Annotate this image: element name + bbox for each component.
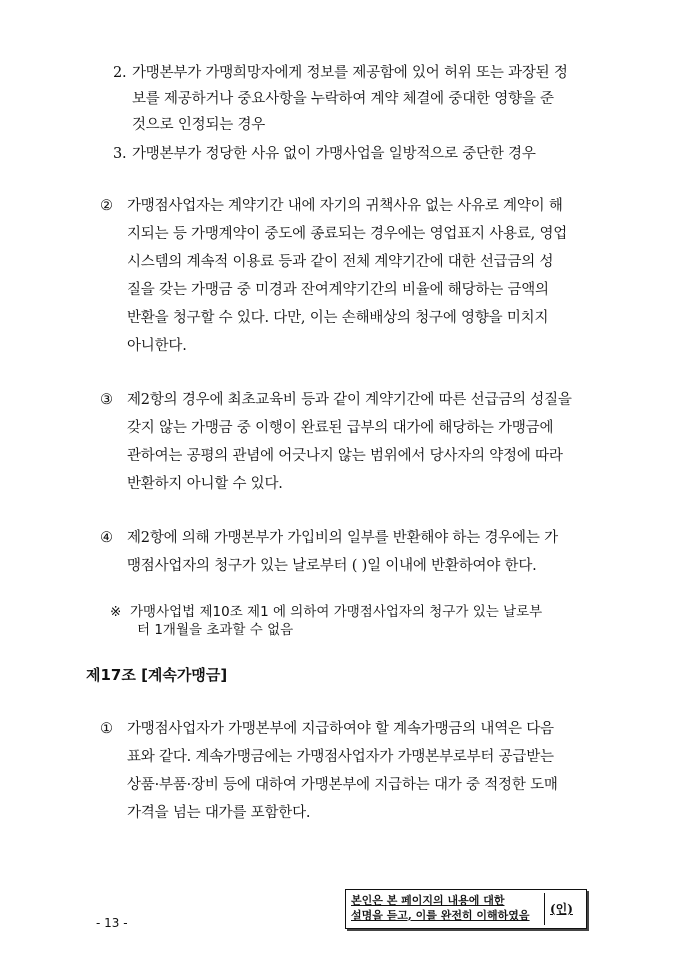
- paragraph-2-line: 가맹점사업자는 계약기간 내에 자기의 귀책사유 없는 사유로 계약이 해: [127, 198, 563, 214]
- paragraph-4-marker: ④: [100, 530, 113, 546]
- paragraph-4-line: 제2항에 의해 가맹본부가 가입비의 일부를 반환해야 하는 경우에는 가: [127, 530, 558, 546]
- paragraph-3-line: 관하여는 공평의 관념에 어긋나지 않는 범위에서 당사자의 약정에 따라: [127, 448, 563, 464]
- article-17-paragraph-1-line: 상품·부품·장비 등에 대하여 가맹본부에 지급하는 대가 중 적정한 도매: [127, 777, 558, 793]
- paragraph-3-marker: ③: [100, 392, 113, 408]
- paragraph-4-line: 맹점사업자의 청구가 있는 날로부터 ( )일 이내에 반환하여야 한다.: [127, 558, 537, 574]
- note-line-2: 터 1개월을 초과할 수 없음: [137, 622, 294, 638]
- paragraph-2-line: 반환을 청구할 수 있다. 다만, 이는 손해배상의 청구에 영향을 미치지: [127, 310, 549, 326]
- list-item-2-line-2: 보를 제공하거나 중요사항을 누락하여 계약 체결에 중대한 영향을 준: [132, 90, 554, 107]
- list-item-2-line-1: 가맹본부가 가맹희망자에게 정보를 제공함에 있어 허위 또는 과장된 정: [132, 65, 568, 81]
- note-line-1: 가맹사업법 제10조 제1 에 의하여 가맹점사업자의 청구가 있는 날로부: [130, 604, 543, 620]
- article-17-heading: 제17조 [계속가맹금]: [86, 666, 228, 684]
- list-item-2-line-3: 것으로 인정되는 경우: [132, 116, 266, 133]
- paragraph-3-line: 제2항의 경우에 최초교육비 등과 같이 계약기간에 따른 선급금의 성질을: [127, 392, 572, 408]
- list-item-3-line-1: 가맹본부가 정당한 사유 없이 가맹사업을 일방적으로 중단한 경우: [132, 146, 536, 162]
- article-17-paragraph-1-marker: ①: [100, 721, 113, 737]
- paragraph-2-line: 질을 갖는 가맹금 중 미경과 잔여계약기간의 비율에 해당하는 금액의: [127, 282, 549, 298]
- paragraph-3-line: 반환하지 아니할 수 있다.: [127, 476, 283, 492]
- paragraph-2-line: 아니한다.: [127, 338, 187, 354]
- confirmation-line-2: 설명을 듣고, 이를 완전히 이해하였음: [351, 909, 530, 922]
- paragraph-2-line: 시스템의 계속적 이용료 등과 같이 전체 계약기간에 대한 선급금의 성: [127, 254, 554, 270]
- paragraph-3-line: 갖지 않는 가맹금 중 이행이 완료된 급부의 대가에 해당하는 가맹금에: [127, 420, 554, 436]
- confirmation-text: [351, 893, 541, 923]
- article-17-paragraph-1-line: 표와 같다. 계속가맹금에는 가맹점사업자가 가맹본부로부터 공급받는: [127, 749, 554, 765]
- page-number: - 13 -: [96, 916, 128, 930]
- paragraph-2-line: 지되는 등 가맹계약이 중도에 종료되는 경우에는 영업표지 사용료, 영업: [127, 226, 568, 242]
- note-marker: ※: [110, 604, 122, 620]
- article-17-paragraph-1-line: 가격을 넘는 대가를 포함한다.: [127, 805, 311, 821]
- list-item-2-marker: 2.: [113, 65, 127, 81]
- confirmation-divider: [544, 893, 545, 925]
- confirmation-box: [345, 889, 587, 929]
- confirmation-line-1: 본인은 본 페이지의 내용에 대한: [351, 894, 505, 907]
- article-17-paragraph-1-line: 가맹점사업자가 가맹본부에 지급하여야 할 계속가맹금의 내역은 다음: [127, 721, 554, 737]
- list-item-3-marker: 3.: [113, 146, 127, 162]
- seal-mark[interactable]: (인): [550, 902, 573, 916]
- paragraph-2-marker: ②: [100, 198, 113, 214]
